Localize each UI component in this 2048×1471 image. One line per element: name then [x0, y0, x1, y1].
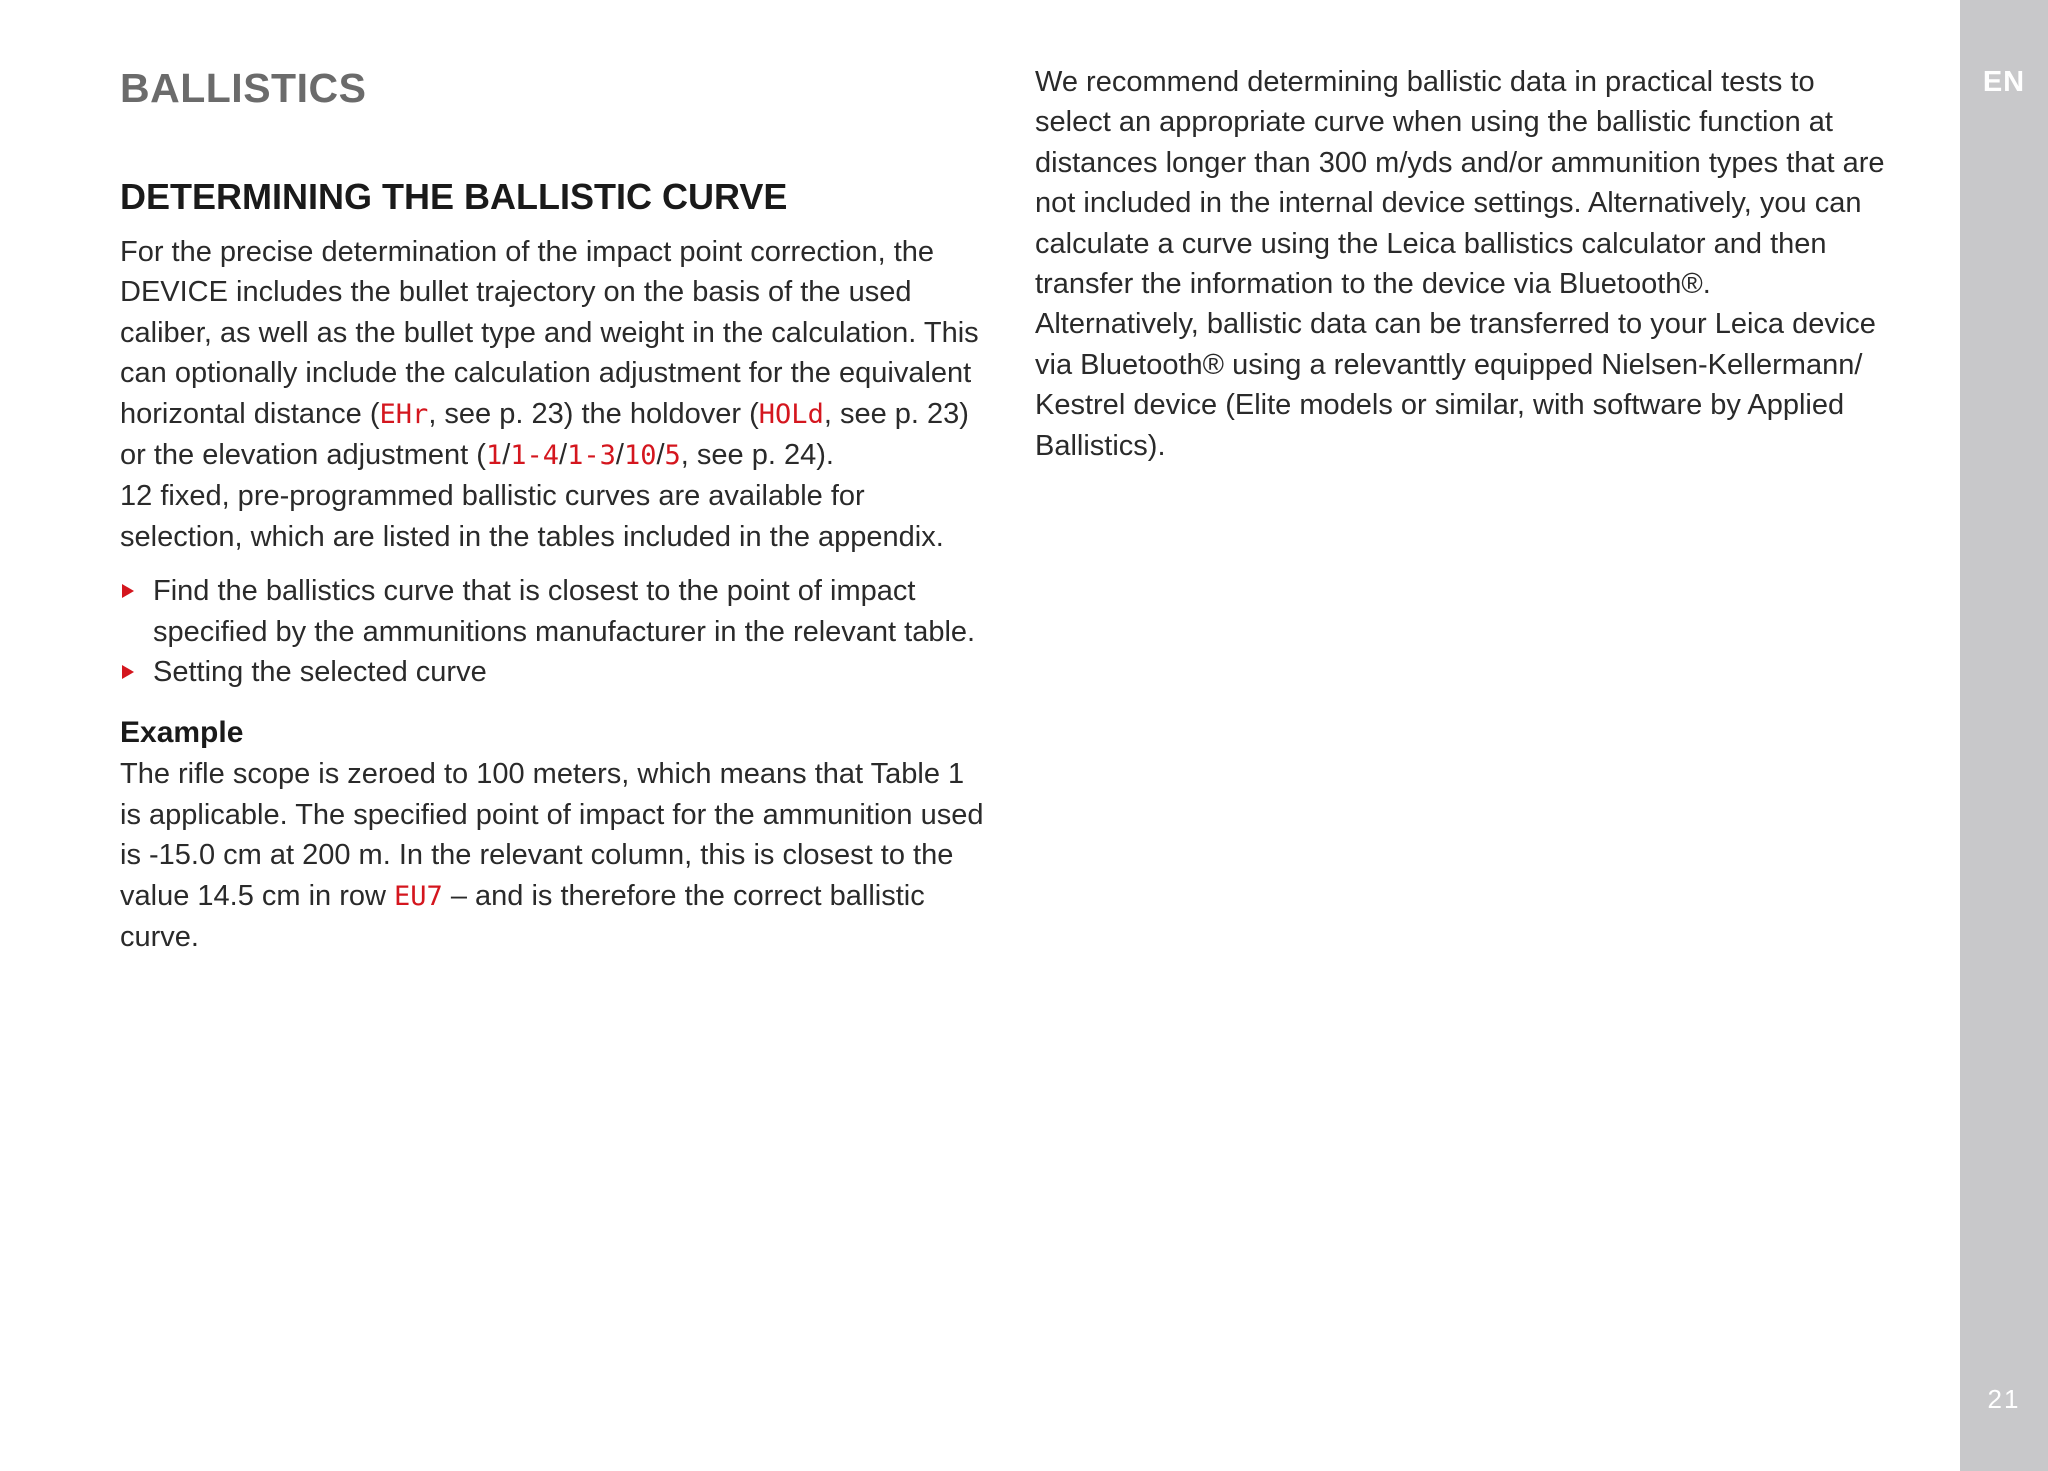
display-code-1-4: 1-4	[510, 440, 560, 472]
intro-text-1: For the precise determination of the impact point correction, the DEVICE includes the bullet trajectory on the basis of the used caliber, as well as the bullet type and weight in the calculation. This can optionally include the calculation adjustment for the equivalent horizontal distance (	[120, 236, 979, 430]
step-item	[120, 652, 990, 692]
step-text: Setting the selected curve	[153, 656, 487, 689]
page-sidebar	[1960, 0, 2048, 1471]
intro-text-2: , see p. 23) the holdover (	[428, 397, 759, 430]
language-tab: EN	[1982, 66, 2026, 98]
intro-text-5: 12 fixed, pre-programmed ballistic curves are available for selection, which are listed in the tables included in the appendix.	[120, 480, 944, 553]
example-text-1: The rifle scope is zeroed to 100 meters, which means that Table 1 is applicable. The specified point of impact for the ammunition used is -15.0 cm at 200 m. In the relevant column, this is closest to the value 14.5 cm in row	[120, 758, 984, 912]
slash: /	[559, 439, 568, 472]
step-text: Find the ballistics curve that is closest to the point of impact specified by the ammunitions manufacturer in the relevant table.	[153, 575, 976, 648]
slash: /	[656, 439, 665, 472]
display-code-eu7: EU7	[394, 880, 443, 912]
display-code-hold: HOLd	[758, 398, 824, 430]
slash: /	[615, 439, 624, 472]
example-text-2: – and is therefore the correct ballistic curve.	[120, 879, 925, 954]
display-code-1: 1	[485, 440, 503, 472]
display-code-ehr: EHr	[379, 398, 429, 430]
recommendation-paragraph: We recommend determining ballistic data in practical tests to select an appropriate curve when using the ballistic function at distances longer than 300 m/yds and/or ammunition types that are not included in the internal device settings. Alternatively, you can calculate a curve using the Leica ballistics calculator and then transfer the information to the device via Bluetooth®.	[1035, 66, 1885, 301]
page-number: 21	[1987, 1384, 2021, 1414]
example-heading: Example	[120, 716, 244, 750]
subsection-title: DETERMINING THE BALLISTIC CURVE	[120, 176, 788, 217]
display-code-10: 10	[623, 440, 657, 472]
display-code-5: 5	[664, 440, 681, 472]
step-item	[120, 571, 990, 652]
example-paragraph	[120, 754, 990, 957]
triangle-bullet-icon	[122, 665, 134, 679]
instruction-steps	[120, 571, 990, 692]
alternative-paragraph: Alternatively, ballistic data can be transferred to your Leica device via Bluetooth® using a relevanttly equipped Nielsen-Kellermann/ Kestrel device (Elite models or similar, with software by Applied Ballistics).	[1035, 308, 1876, 462]
intro-text-3: , see p. 23) or the elevation adjustment (	[120, 397, 969, 472]
section-title: BALLISTICS	[120, 65, 367, 111]
slash: /	[502, 439, 511, 472]
intro-paragraph	[120, 232, 990, 557]
intro-text-4: , see p. 24).	[680, 439, 834, 472]
display-code-1-3: 1-3	[567, 440, 616, 472]
triangle-bullet-icon	[122, 584, 134, 598]
left-column	[120, 60, 990, 958]
right-column	[1035, 60, 1895, 466]
